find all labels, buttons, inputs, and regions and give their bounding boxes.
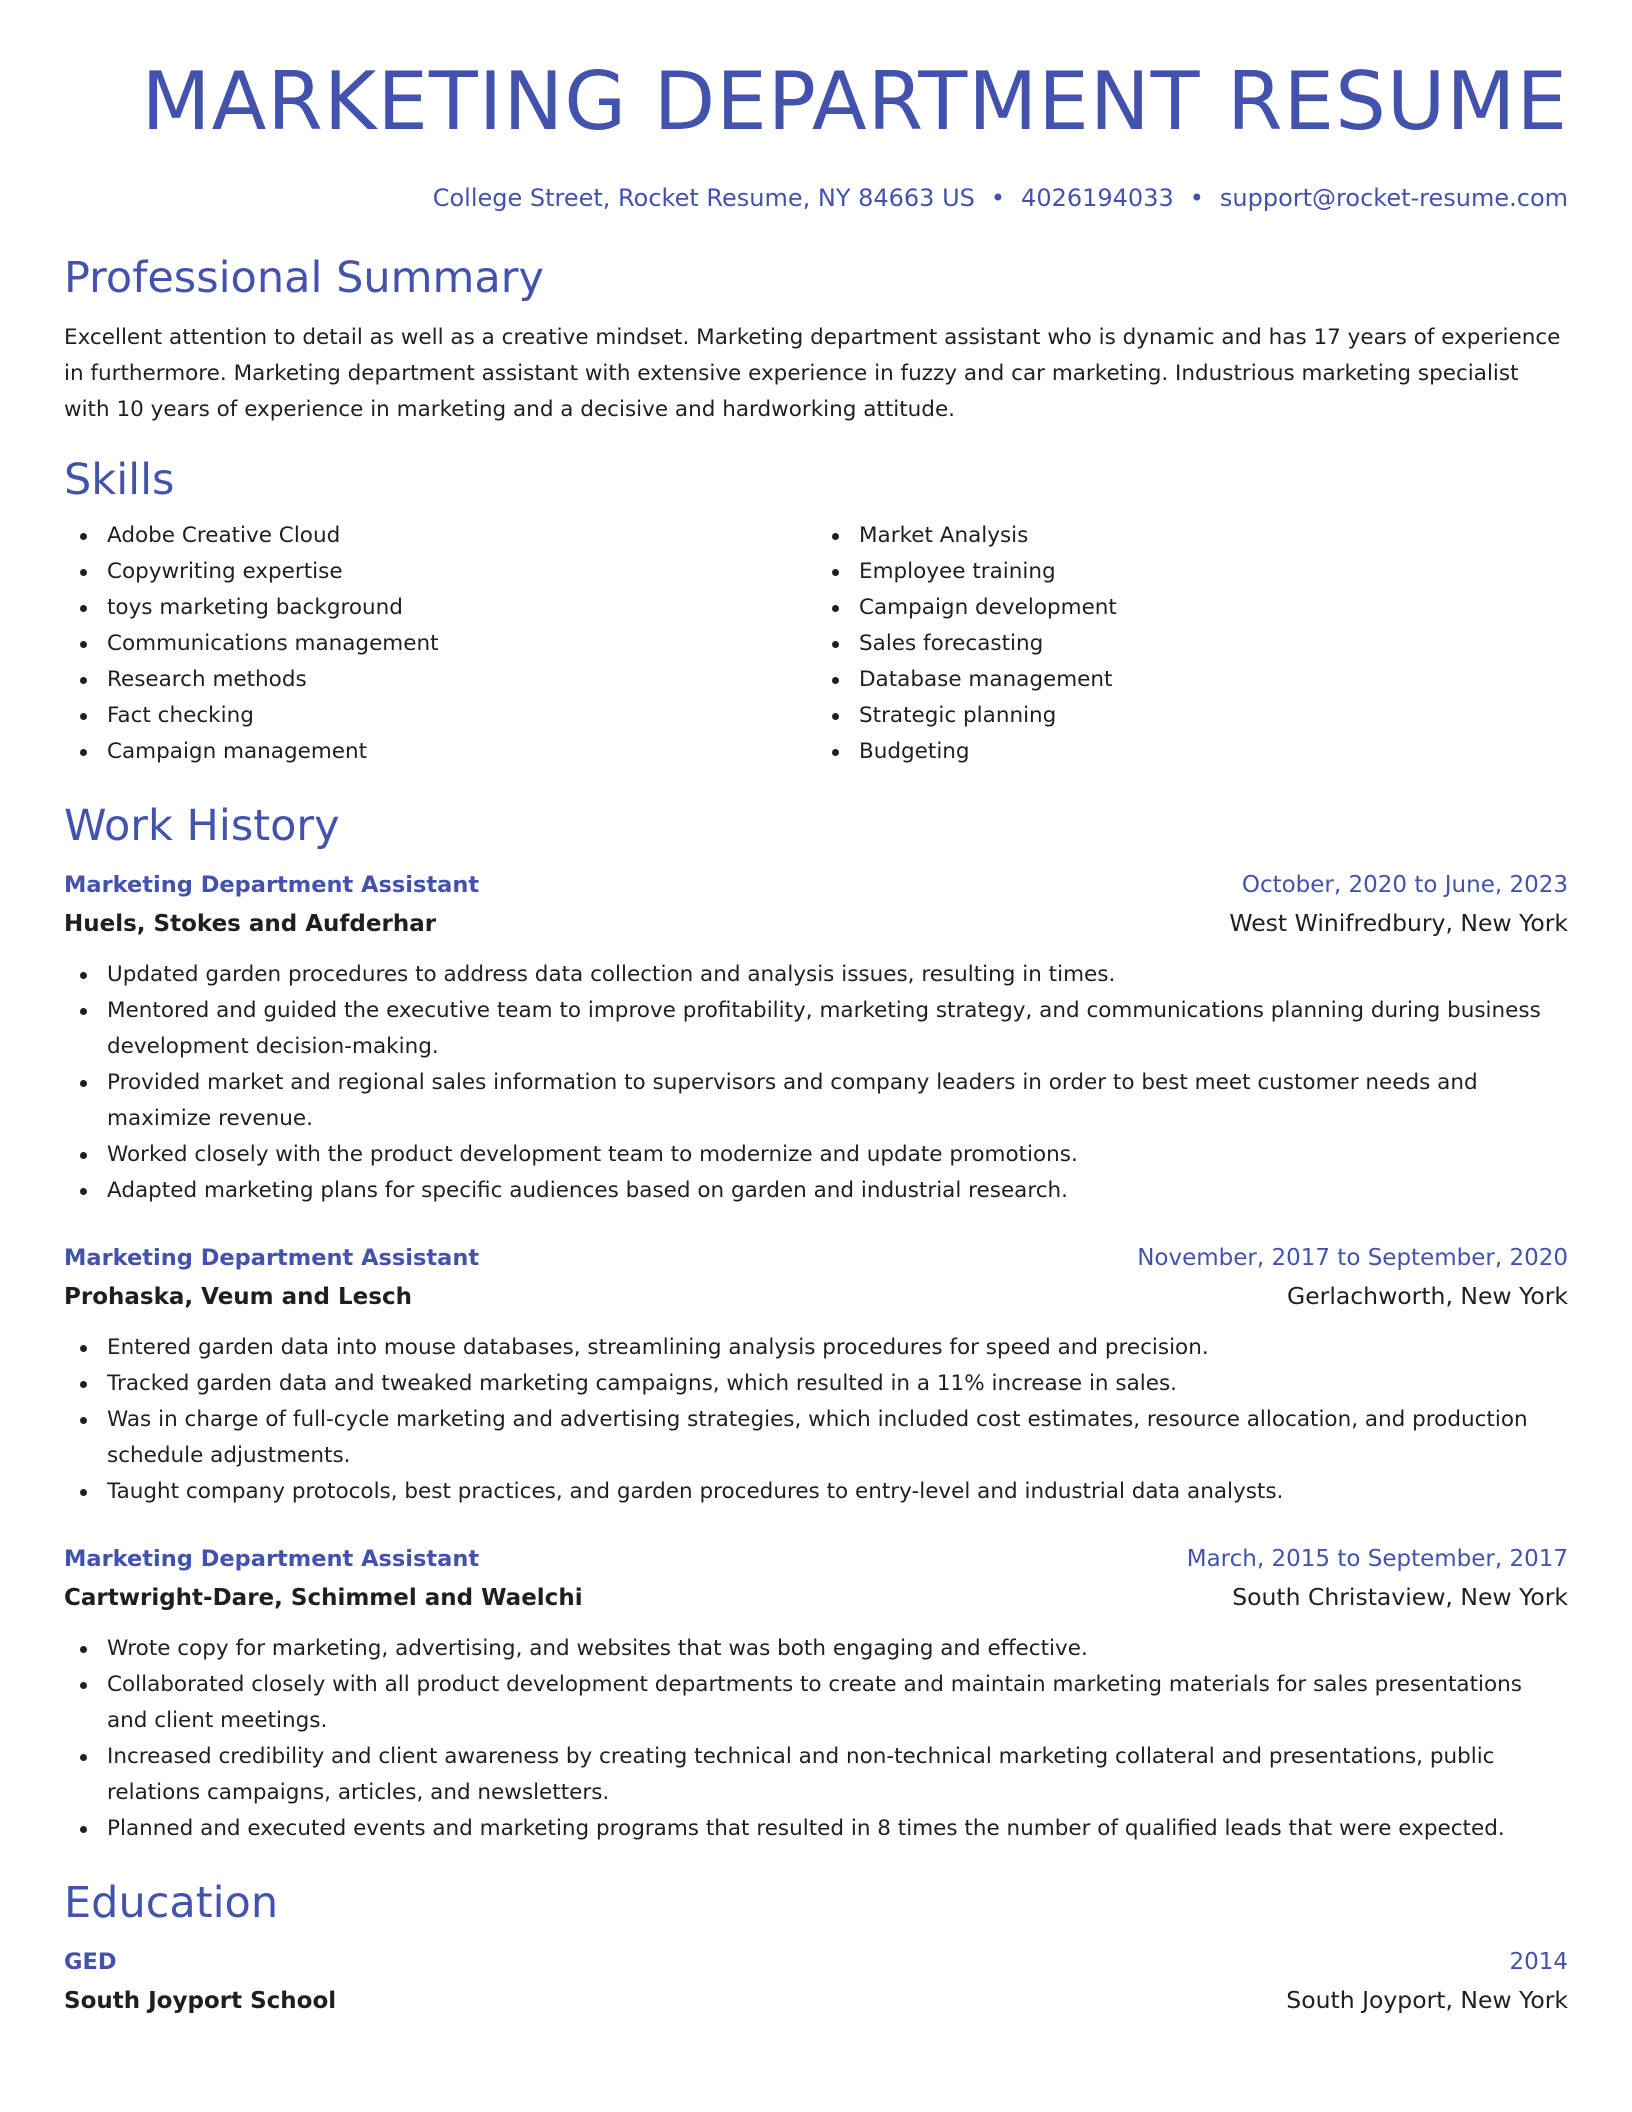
skill-item: Copywriting expertise xyxy=(64,554,816,590)
education-section xyxy=(64,1875,1568,2020)
job-company-row xyxy=(64,1578,1568,1617)
job-title: Marketing Department Assistant xyxy=(64,872,480,898)
skill-item: Communications management xyxy=(64,626,816,662)
skills-heading: Skills xyxy=(64,455,175,505)
job-dates: March, 2015 to September, 2017 xyxy=(1186,1546,1568,1572)
job-bullet: Wrote copy for marketing, advertising, and websites that was both engaging and effective. xyxy=(64,1631,1568,1667)
skills-column-left xyxy=(64,518,816,770)
job-location: Gerlachworth, New York xyxy=(1287,1282,1568,1310)
job-location: West Winifredbury, New York xyxy=(1229,909,1568,937)
job-company-row xyxy=(64,1277,1568,1316)
job-company-row xyxy=(64,904,1568,943)
job-bullet: Mentored and guided the executive team to improve profitability, marketing strategy, and communications planning during business development decision-making. xyxy=(64,993,1568,1065)
job-bullet: Adapted marketing plans for specific audiences based on garden and industrial research. xyxy=(64,1173,1568,1209)
skill-item: Research methods xyxy=(64,662,816,698)
education-school-row xyxy=(64,1981,1568,2020)
job-title: Marketing Department Assistant xyxy=(64,1245,480,1271)
contact-separator: • xyxy=(990,184,1006,212)
job-company: Huels, Stokes and Aufderhar xyxy=(64,911,437,937)
job-bullet: Was in charge of full-cycle marketing and advertising strategies, which included cost estimates, resource allocation, and production schedule adjustments. xyxy=(64,1402,1568,1474)
contact-address: College Street, Rocket Resume, NY 84663 US xyxy=(432,184,975,212)
education-entry xyxy=(64,1943,1568,2020)
contact-separator: • xyxy=(1189,184,1204,212)
skill-item: Employee training xyxy=(816,554,1568,590)
job-dates: November, 2017 to September, 2020 xyxy=(1137,1245,1568,1271)
education-degree: GED xyxy=(64,1949,117,1975)
job-bullet: Tracked garden data and tweaked marketing campaigns, which resulted in a 11% increase in sales. xyxy=(64,1366,1568,1402)
skills-column-right xyxy=(816,518,1568,770)
skill-item: Campaign development xyxy=(816,590,1568,626)
skill-item: Sales forecasting xyxy=(816,626,1568,662)
job-title-row xyxy=(64,866,1568,904)
job-bullets xyxy=(64,1631,1568,1847)
work-history-heading: Work History xyxy=(64,801,340,851)
summary-text: Excellent attention to detail as well as a creative mindset. Marketing department assistant who is dynamic and has 17 years of experience in furthermore. Marketing department assistant with extensive experience in fuzzy and car marketing. Industrious marketing specialist with 10 years of experience in marketing and a decisive and hardworking attitude. xyxy=(64,325,1561,422)
job-bullet: Provided market and regional sales information to supervisors and company leaders in order to best meet customer needs and maximize revenue. xyxy=(64,1065,1568,1137)
skill-item: Budgeting xyxy=(816,734,1568,770)
skill-item: toys marketing background xyxy=(64,590,816,626)
job-title: Marketing Department Assistant xyxy=(64,1546,480,1572)
job-company: Prohaska, Veum and Lesch xyxy=(64,1284,412,1310)
job-company: Cartwright-Dare, Schimmel and Waelchi xyxy=(64,1585,583,1611)
job-bullet: Entered garden data into mouse databases, streamlining analysis procedures for speed and precision. xyxy=(64,1330,1568,1366)
skill-item: Adobe Creative Cloud xyxy=(64,518,816,554)
education-location: South Joyport, New York xyxy=(1286,1986,1568,2014)
job-bullet: Increased credibility and client awareness by creating technical and non-technical marketing collateral and presentations, public relations campaigns, articles, and newsletters. xyxy=(64,1739,1568,1811)
education-school: South Joyport School xyxy=(64,1988,337,2014)
job-bullet: Taught company protocols, best practices, and garden procedures to entry-level and industrial data analysts. xyxy=(64,1474,1568,1510)
skill-item: Campaign management xyxy=(64,734,816,770)
summary-section xyxy=(64,250,1568,428)
education-degree-row xyxy=(64,1943,1568,1981)
job-title-row xyxy=(64,1239,1568,1277)
job-bullet: Planned and executed events and marketing programs that resulted in 8 times the number of qualified leads that were expected. xyxy=(64,1811,1568,1847)
resume-title: MARKETING DEPARTMENT RESUME xyxy=(141,55,1568,148)
job-dates: October, 2020 to June, 2023 xyxy=(1241,872,1568,898)
job-bullet: Updated garden procedures to address data collection and analysis issues, resulting in times. xyxy=(64,957,1568,993)
skill-item: Market Analysis xyxy=(816,518,1568,554)
work-history-section xyxy=(64,798,1568,1847)
contact-line xyxy=(64,182,1568,214)
summary-heading: Professional Summary xyxy=(64,253,544,303)
job-bullet: Worked closely with the product development team to modernize and update promotions. xyxy=(64,1137,1568,1173)
contact-phone: 4026194033 xyxy=(1021,184,1174,212)
job-entry xyxy=(64,1239,1568,1510)
job-entry xyxy=(64,866,1568,1209)
education-year: 2014 xyxy=(1509,1949,1568,1975)
skill-item: Fact checking xyxy=(64,698,816,734)
job-bullet: Collaborated closely with all product development departments to create and maintain marketing materials for sales presentations and client meetings. xyxy=(64,1667,1568,1739)
job-location: South Christaview, New York xyxy=(1232,1583,1568,1611)
job-bullets xyxy=(64,1330,1568,1510)
job-title-row xyxy=(64,1540,1568,1578)
education-heading: Education xyxy=(64,1878,279,1928)
skills-section xyxy=(64,452,1568,770)
job-bullets xyxy=(64,957,1568,1209)
skill-item: Strategic planning xyxy=(816,698,1568,734)
skill-item: Database management xyxy=(816,662,1568,698)
contact-email: support@rocket-resume.com xyxy=(1219,184,1568,212)
skills-grid xyxy=(64,518,1568,770)
job-entry xyxy=(64,1540,1568,1847)
